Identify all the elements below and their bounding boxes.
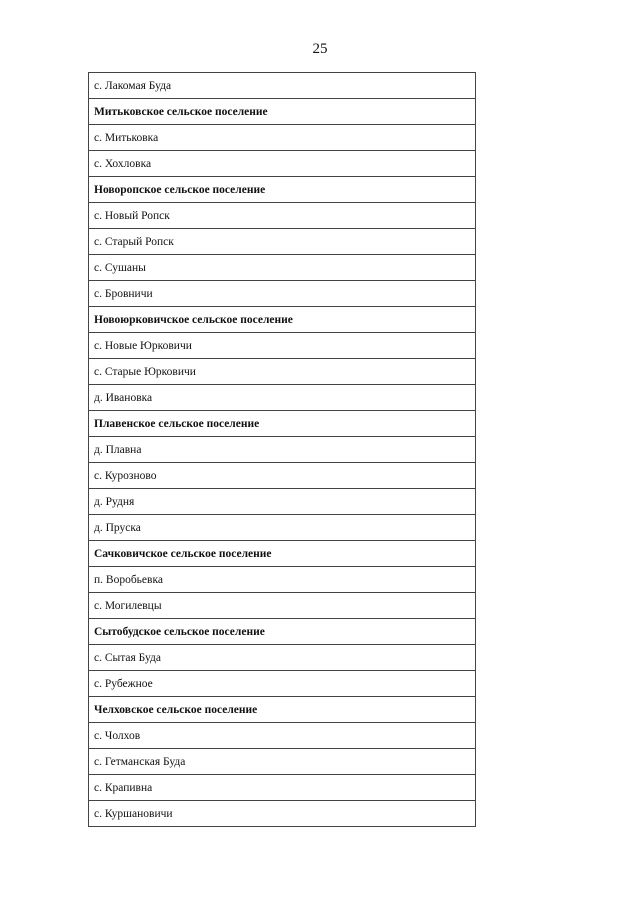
settlement-name: с. Гетманская Буда <box>94 755 186 768</box>
settlement-row <box>89 333 475 359</box>
settlement-row <box>89 255 475 281</box>
settlement-name: с. Старые Юрковичи <box>94 365 196 378</box>
settlement-row <box>89 73 475 99</box>
group-header-text: Новоропское сельское поселение <box>94 183 266 196</box>
settlement-name: с. Новый Ропск <box>94 209 170 222</box>
settlement-name: с. Куршановичи <box>94 807 173 820</box>
group-header-text: Новоюрковичское сельское поселение <box>94 313 293 326</box>
settlement-row <box>89 437 475 463</box>
settlement-row <box>89 359 475 385</box>
settlement-table <box>88 72 476 827</box>
settlement-row <box>89 385 475 411</box>
settlement-group-header <box>89 619 475 645</box>
settlement-name: д. Пруска <box>94 521 141 534</box>
group-header-text: Митьковское сельское поселение <box>94 105 268 118</box>
settlement-group-header <box>89 697 475 723</box>
settlement-group-header <box>89 99 475 125</box>
settlement-row <box>89 645 475 671</box>
settlement-name: с. Бровничи <box>94 287 153 300</box>
settlement-row <box>89 125 475 151</box>
settlement-group-header <box>89 177 475 203</box>
settlement-row <box>89 203 475 229</box>
group-header-text: Сачковичское сельское поселение <box>94 547 272 560</box>
settlement-name: с. Хохловка <box>94 157 152 170</box>
group-header-text: Плавенское сельское поселение <box>94 417 260 430</box>
settlement-group-header <box>89 541 475 567</box>
settlement-name: с. Новые Юрковичи <box>94 339 192 352</box>
settlement-name: с. Сушаны <box>94 261 146 274</box>
page-number: 25 <box>312 41 328 57</box>
settlement-row <box>89 515 475 541</box>
settlement-name: д. Ивановка <box>94 391 153 404</box>
settlement-row <box>89 229 475 255</box>
settlement-group-header <box>89 307 475 333</box>
settlement-row <box>89 723 475 749</box>
settlement-row <box>89 151 475 177</box>
settlement-row <box>89 801 475 827</box>
settlement-name: п. Воробьевка <box>94 573 163 586</box>
settlement-name: с. Могилевцы <box>94 599 162 612</box>
settlement-row <box>89 281 475 307</box>
settlement-name: д. Плавна <box>94 443 142 456</box>
settlement-row <box>89 671 475 697</box>
settlement-group-header <box>89 411 475 437</box>
settlement-row <box>89 593 475 619</box>
settlement-name: с. Чолхов <box>94 729 141 742</box>
settlement-row <box>89 749 475 775</box>
settlement-name: с. Крапивна <box>94 781 153 794</box>
group-header-text: Сытобудское сельское поселение <box>94 625 265 638</box>
group-header-text: Челховское сельское поселение <box>94 703 258 716</box>
settlement-name: с. Митьковка <box>94 131 159 144</box>
settlement-name: с. Лакомая Буда <box>94 79 172 92</box>
settlement-row <box>89 489 475 515</box>
settlement-row <box>89 567 475 593</box>
settlement-name: с. Сытая Буда <box>94 651 161 664</box>
settlement-row <box>89 775 475 801</box>
settlement-row <box>89 463 475 489</box>
settlement-name: с. Курозново <box>94 469 157 482</box>
settlement-name: д. Рудня <box>94 495 135 508</box>
settlement-name: с. Рубежное <box>94 677 153 690</box>
settlement-name: с. Старый Ропск <box>94 235 174 248</box>
